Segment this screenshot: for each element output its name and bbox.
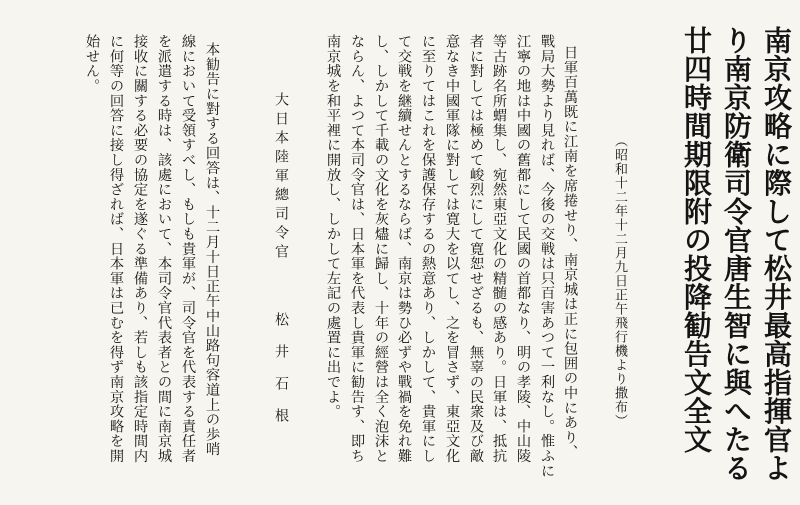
signature-name: 松井石根 <box>273 312 289 440</box>
title-line-3: 廿四時間期限附の投降勧告文全文 <box>680 26 713 454</box>
after-line: を派遣する時は、該處において、本司令官代表者との間に南京城 <box>156 34 172 464</box>
body-line: に至りてはこれを保護保存するの熱意あり、しかして、貴軍にし <box>420 34 436 464</box>
title-line-1: 南京攻略に際して松井最高指揮官よ <box>760 26 793 482</box>
body-line: 戰局大勢より見れば、今後の交戦は只百害あつて一利なし。惟ふに <box>539 34 555 478</box>
after-line: に何等の回答に接し得ざれば、日本軍は已むを得ず南京攻略を開 <box>108 34 124 464</box>
body-line: 等古跡名所蝟集し、宛然東亞文化の精髄の感あり。日軍は、抵抗 <box>491 34 507 464</box>
signature-title: 大日本陸軍總司令官 <box>273 92 289 263</box>
subtitle: （昭和十二年十二月九日正午飛行機より撒布） <box>612 134 627 428</box>
body-line: 日軍百萬既に江南を席捲せり、南京城は正に包囲の中にあり、 <box>562 45 578 460</box>
body-line: 南京城を和平裡に開放し、しかして左記の處置に出でよ。 <box>325 34 341 419</box>
after-line: 線において受領すべし、もしも貴軍が、司令官を代表する責任者 <box>180 34 196 464</box>
after-line: 本勧告に對する回答は、十二月十日正午中山路句容道上の歩哨 <box>204 42 220 457</box>
after-line: 始せん。 <box>84 34 100 94</box>
title-line-2: り南京防衛司令官唐生智に與へたる <box>720 26 753 482</box>
body-line: 者に對しては極めて峻烈にして寛恕せざるも、無辜の民衆及び敵 <box>468 34 484 464</box>
body-line: 意なき中國軍隊に對しては寛大を以てし、之を冒さず、東亞文化 <box>444 34 460 464</box>
body-line: し、しかして千載の文化を灰燼に歸し、十年の經營は全く泡沫と <box>373 34 389 464</box>
after-line: 接收に關する必要の協定を遂ぐる準備あり、若しも該指定時間内 <box>132 34 148 464</box>
body-line: て交戦を継續せんとするならば、南京は勢ひ必ずや戰禍を免れ難 <box>396 34 412 464</box>
body-line: ならん、よつて本司令官は、日本軍を代表し貴軍に勧告す、即ち <box>349 34 365 464</box>
body-line: 江寧の地は中國の舊都にして民國の首都なり、明の孝陵、中山陵 <box>515 34 531 464</box>
